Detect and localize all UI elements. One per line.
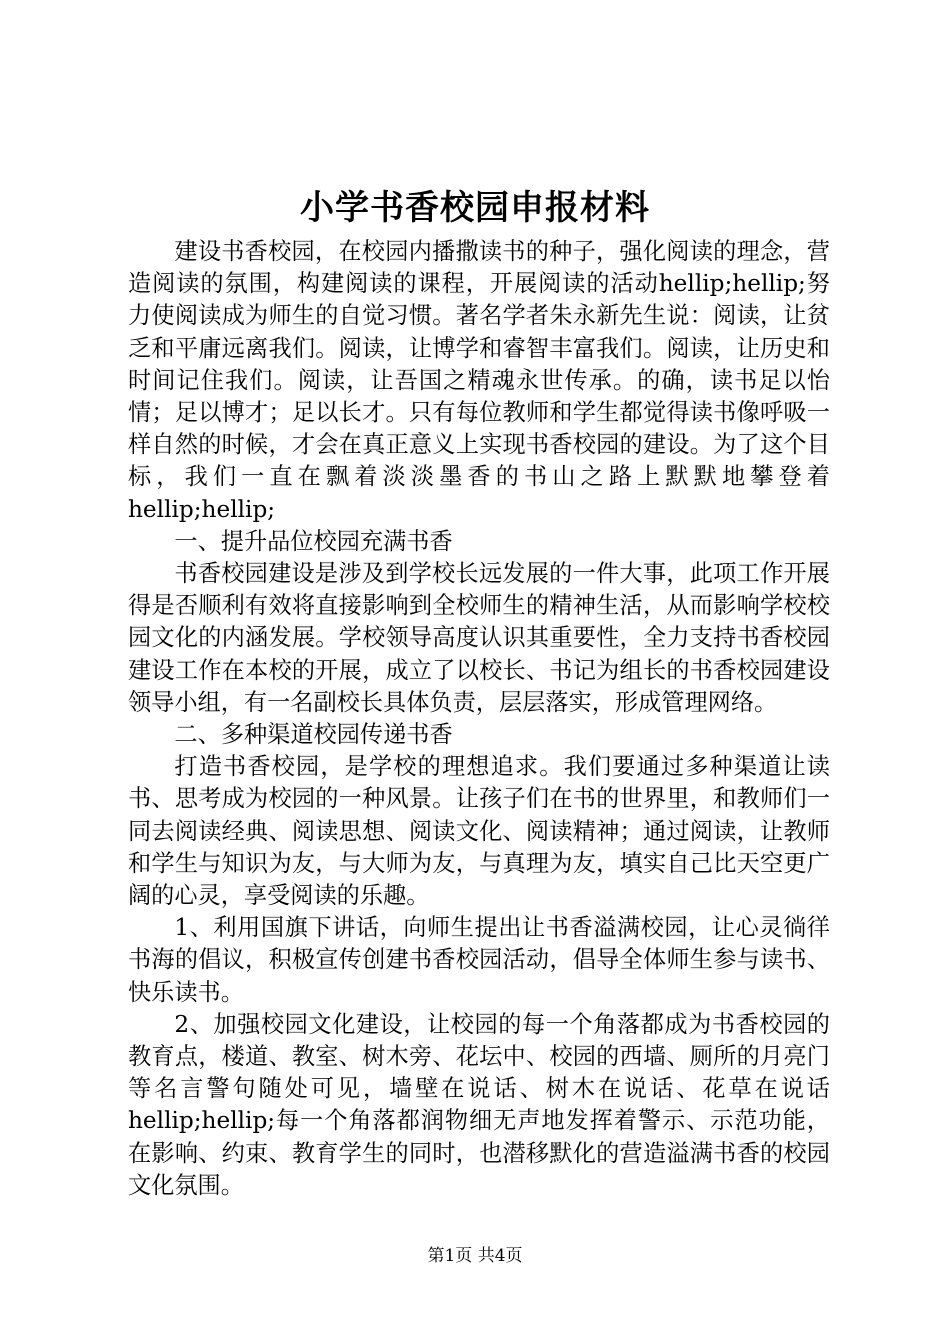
section-heading-2: 二、多种渠道校园传递书香 — [174, 721, 453, 749]
document-title: 小学书香校园申报材料 — [300, 188, 650, 228]
paragraph-item-1: 1、利用国旗下讲话，向师生提出让书香溢满校园，让心灵徜徉书海的倡议，积极宣传创建书香校园活动，倡导全体师生参与读书、快乐读书。 — [128, 914, 830, 1006]
paragraph-intro: 建设书香校园，在校园内播撒读书的种子，强化阅读的理念，营造阅读的氛围，构建阅读的课程，开展阅读的活动hellip;hellip;努力使阅读成为师生的自觉习惯。著名学者朱永新先生说：阅读，让贫乏和平庸远离我们。阅读，让博学和睿智丰富我们。阅读，让历史和时间记住我们。阅读，让吾国之精魂永世传承。的确，读书足以怡情；足以博才；足以长才。只有每位教师和学生都觉得读书像呼吸一样自然的时候，才会在真正意义上实现书香校园的建设。为了这个目标，我们一直在飘着淡淡墨香的书山之路上默默地攀登着hellip;hellip; — [128, 238, 830, 523]
document-body — [128, 236, 830, 1202]
section-heading-1: 一、提升品位校园充满书香 — [174, 527, 453, 555]
paragraph-section-1: 书香校园建设是涉及到学校长远发展的一件大事，此项工作开展得是否顺利有效将直接影响到全校师生的精神生活，从而影响学校校园文化的内涵发展。学校领导高度认识其重要性，全力支持书香校园建设工作在本校的开展，成立了以校长、书记为组长的书香校园建设领导小组，有一名副校长具体负责，层层落实，形成管理网络。 — [128, 560, 830, 716]
paragraph-section-2: 打造书香校园，是学校的理想追求。我们要通过多种渠道让读书、思考成为校园的一种风景。让孩子们在书的世界里，和教师们一同去阅读经典、阅读思想、阅读文化、阅读精神；通过阅读，让教师和学生与知识为友，与大师为友，与真理为友，填实自己比天空更广阔的心灵，享受阅读的乐趣。 — [128, 753, 830, 910]
page-number-footer: 第1页 共4页 — [427, 1246, 523, 1266]
paragraph-item-2: 2、加强校园文化建设，让校园的每一个角落都成为书香校园的教育点，楼道、教室、树木旁、花坛中、校园的西墙、厕所的月亮门等名言警句随处可见，墙壁在说话、树木在说话、花草在说话hellip;hellip;每一个角落都润物细无声地发挥着警示、示范功能，在影响、约束、教育学生的同时，也潜移默化的营造溢满书香的校园文化氛围。 — [128, 1010, 830, 1199]
